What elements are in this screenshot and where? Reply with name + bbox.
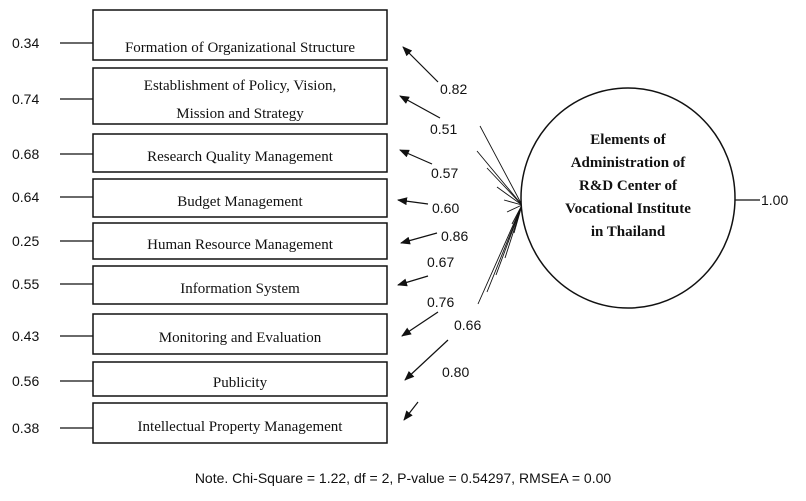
loading-arrow-3 xyxy=(400,150,432,164)
path-line-12 xyxy=(478,205,522,304)
loading-arrow-4 xyxy=(398,200,428,204)
latent-variance: 1.00 xyxy=(761,192,789,208)
error-variance-1: 0.34 xyxy=(12,35,40,51)
indicator-label-8: Publicity xyxy=(212,375,268,391)
loading-value-8: 0.66 xyxy=(454,317,482,333)
loading-value-2: 0.51 xyxy=(430,121,458,137)
indicator-label-4: Budget Management xyxy=(177,194,303,210)
error-variance-7: 0.43 xyxy=(12,328,40,344)
error-variance-8: 0.56 xyxy=(12,373,40,389)
loading-arrow-1 xyxy=(403,47,438,82)
error-variance-3: 0.68 xyxy=(12,146,40,162)
loading-value-7: 0.76 xyxy=(427,294,455,310)
indicator-label-9: Intellectual Property Management xyxy=(137,419,343,435)
error-variance-6: 0.55 xyxy=(12,276,40,292)
path-line-11 xyxy=(487,205,522,292)
path-line-2 xyxy=(477,151,522,205)
loading-arrow-6 xyxy=(398,276,428,285)
indicator-label-5: Human Resource Management xyxy=(147,237,333,253)
error-variance-4: 0.64 xyxy=(12,189,40,205)
latent-line-4: Vocational Institute xyxy=(565,201,691,217)
loading-value-3: 0.57 xyxy=(431,165,459,181)
path-line-3 xyxy=(487,168,522,205)
latent-line-2: Administration of xyxy=(570,155,686,171)
indicator-label-2: Establishment of Policy, Vision, xyxy=(143,78,337,94)
loading-arrow-2 xyxy=(400,96,440,118)
error-variance-2: 0.74 xyxy=(12,91,40,107)
loading-value-5: 0.86 xyxy=(441,228,469,244)
indicator-label-6: Information System xyxy=(180,281,300,297)
loading-arrow-7 xyxy=(402,312,438,336)
latent-ellipse xyxy=(521,88,735,308)
latent-line-3: R&D Center of xyxy=(578,178,678,194)
path-line-1 xyxy=(480,126,522,205)
indicator-label-3: Research Quality Management xyxy=(147,149,333,165)
loading-arrow-9 xyxy=(404,402,418,420)
loading-value-6: 0.67 xyxy=(427,254,455,270)
loading-value-1: 0.82 xyxy=(440,81,468,97)
loading-arrow-5 xyxy=(401,233,437,243)
loading-value-9: 0.80 xyxy=(442,364,470,380)
error-variance-9: 0.38 xyxy=(12,420,40,436)
loading-value-4: 0.60 xyxy=(432,200,460,216)
indicator-label-7: Monitoring and Evaluation xyxy=(158,330,322,346)
indicator-label-1: Formation of Organizational Structure xyxy=(124,40,356,56)
fit-note: Note. Chi-Square = 1.22, df = 2, P-value = 0.54297, RMSEA = 0.00 xyxy=(194,470,612,486)
error-variance-5: 0.25 xyxy=(12,233,40,249)
indicator-label-2-line2: Mission and Strategy xyxy=(176,106,304,122)
latent-line-5: in Thailand xyxy=(590,224,666,240)
latent-line-1: Elements of xyxy=(590,132,666,148)
